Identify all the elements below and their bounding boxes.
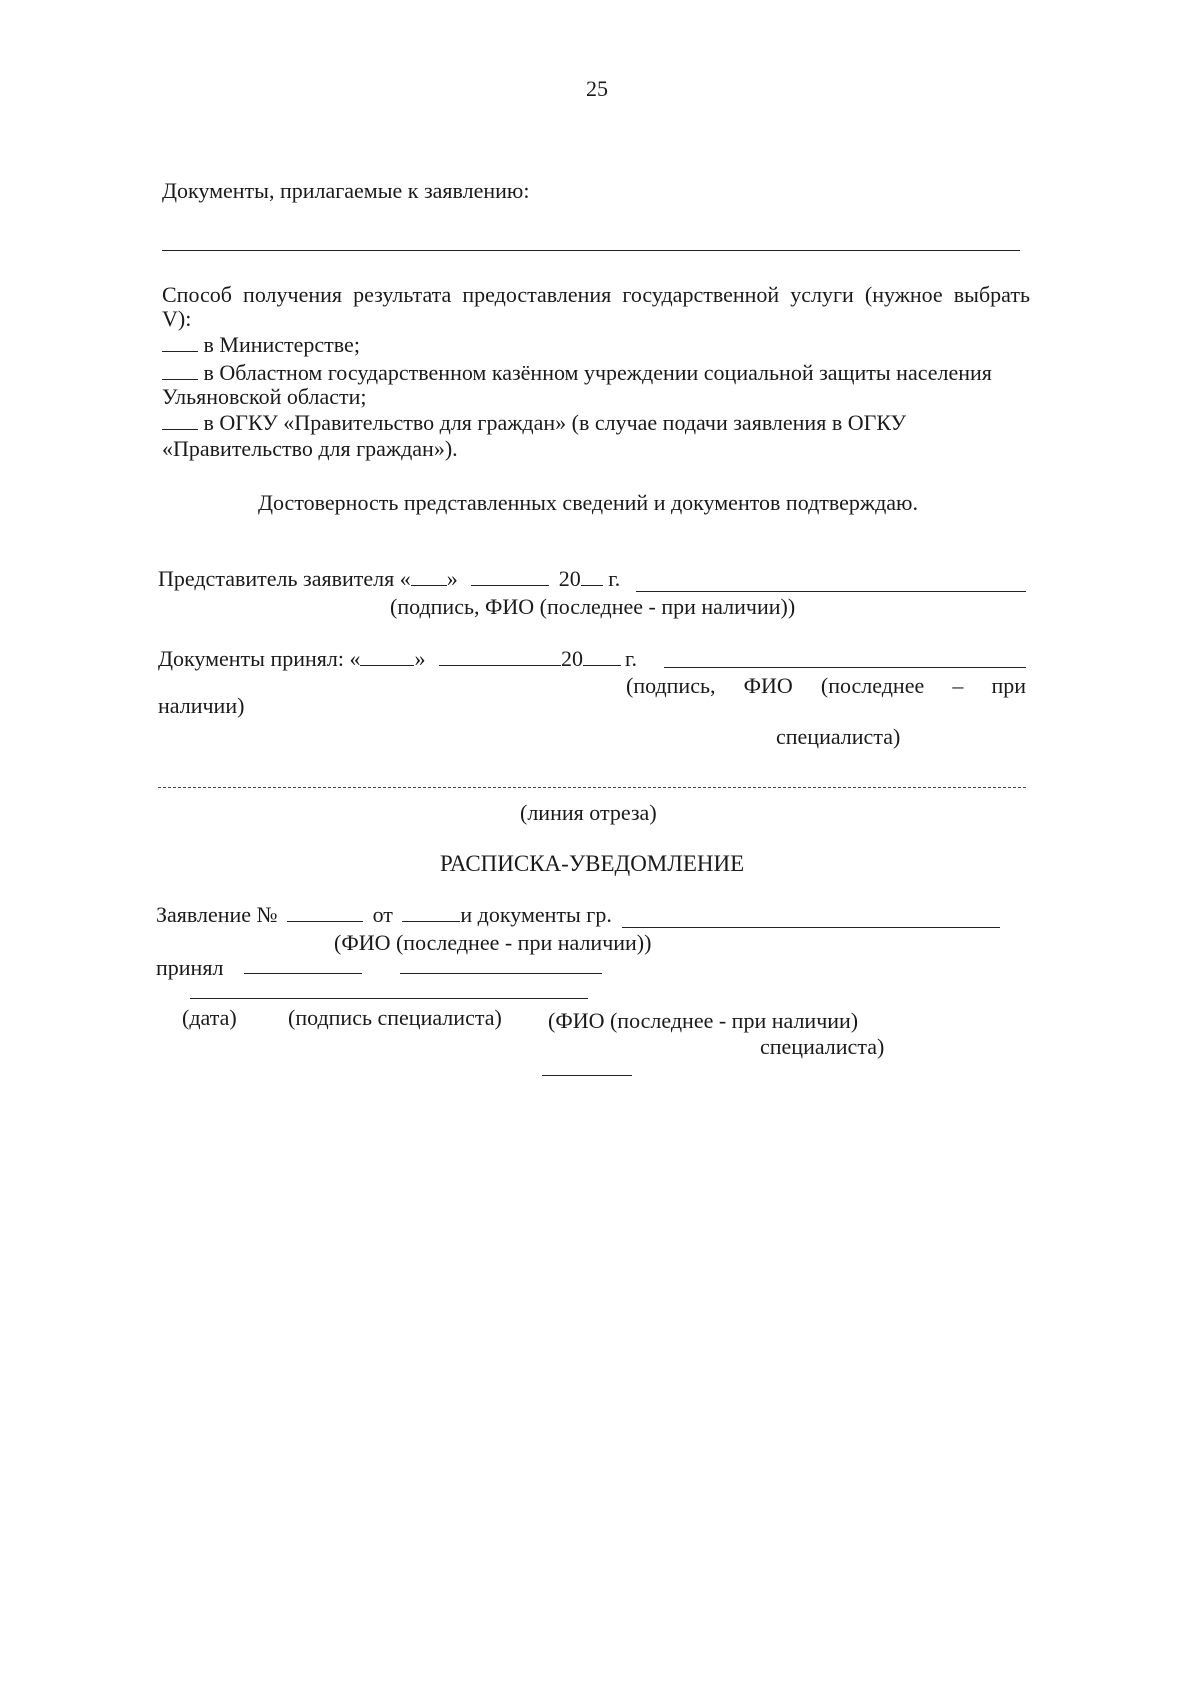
option-pdg-label-line1: в ОГКУ «Правительство для граждан» (в случае подачи заявления в ОГКУ bbox=[203, 410, 907, 435]
option-ogku-label-line1: в Областном государственном казённом учреждении социальной защиты населения bbox=[203, 360, 992, 385]
accepted-caption-line1: (подпись, ФИО (последнее – при bbox=[626, 673, 1026, 698]
confirmation-text: Достоверность представленных сведений и документов подтверждаю. bbox=[258, 490, 918, 515]
receipt-statement-label: Заявление № bbox=[156, 902, 278, 927]
representative-year-suffix: г. bbox=[608, 566, 621, 591]
attached-docs-label: Документы, прилагаемые к заявлению: bbox=[162, 178, 530, 203]
accepted-quote-close: » bbox=[414, 646, 426, 671]
accepted-caption-line2: наличии) bbox=[158, 693, 245, 718]
option-ogku-label-line2: Ульяновской области; bbox=[162, 384, 367, 409]
accepted-month-field[interactable] bbox=[439, 647, 561, 666]
accepted-year-suffix: г. bbox=[624, 646, 638, 671]
receipt-caption-date: (дата) bbox=[182, 1005, 237, 1030]
page-number: 25 bbox=[586, 76, 608, 101]
receipt-accepted-label: принял bbox=[156, 955, 224, 980]
receipt-statement-row bbox=[156, 902, 612, 928]
option-ministry-checkbox[interactable] bbox=[162, 333, 198, 352]
receipt-date-signature-field[interactable] bbox=[244, 973, 362, 974]
receipt-caption-fio-line1: (ФИО (последнее - при наличии) bbox=[548, 1008, 859, 1033]
method-heading-line1: Способ получения результата предоставления государственной услуги (нужное выбрать bbox=[162, 282, 1030, 307]
representative-year-prefix: 20 bbox=[558, 566, 581, 591]
representative-month-field[interactable] bbox=[471, 567, 549, 586]
accepted-caption-line3: специалиста) bbox=[776, 724, 901, 749]
representative-day-field[interactable] bbox=[411, 567, 447, 586]
option-ministry-label: в Министерстве; bbox=[203, 332, 360, 357]
receipt-date-field[interactable] bbox=[402, 903, 460, 922]
cut-line bbox=[158, 787, 1026, 788]
option-pdg-checkbox[interactable] bbox=[162, 411, 198, 430]
attached-docs-field[interactable] bbox=[162, 250, 1020, 251]
option-pdg-label-line2: «Правительство для граждан»). bbox=[162, 436, 458, 461]
receipt-caption-fio-line2: специалиста) bbox=[760, 1034, 885, 1059]
receipt-statement-number-field[interactable] bbox=[287, 903, 363, 922]
option-ogku-checkbox[interactable] bbox=[162, 361, 198, 380]
method-heading-line2: V): bbox=[162, 306, 192, 331]
accepted-day-field[interactable] bbox=[360, 647, 414, 666]
accepted-label: Документы принял: « bbox=[158, 646, 361, 671]
receipt-title: РАСПИСКА-УВЕДОМЛЕНИЕ bbox=[440, 851, 745, 876]
representative-caption: (подпись, ФИО (последнее - при наличии)) bbox=[390, 594, 796, 619]
representative-year-field[interactable] bbox=[581, 567, 603, 586]
representative-signature-field[interactable] bbox=[636, 591, 1026, 592]
cut-line-label: (линия отреза) bbox=[520, 800, 657, 825]
receipt-from-label: от bbox=[372, 902, 393, 927]
representative-quote-close: » bbox=[446, 566, 458, 591]
receipt-caption-signature: (подпись специалиста) bbox=[288, 1005, 502, 1030]
accepted-year-field[interactable] bbox=[583, 647, 621, 666]
receipt-specialist-signature-field[interactable] bbox=[400, 973, 602, 974]
option-ogku bbox=[162, 360, 992, 386]
accepted-year-prefix: 20 bbox=[560, 646, 583, 671]
option-pdg bbox=[162, 410, 906, 436]
receipt-docs-label: и документы гр. bbox=[460, 902, 612, 927]
receipt-specialist-fio-field[interactable] bbox=[190, 998, 588, 999]
representative-label: Представитель заявителя « bbox=[158, 566, 411, 591]
accepted-row bbox=[158, 646, 637, 672]
option-ministry bbox=[162, 332, 360, 358]
receipt-citizen-fio-field[interactable] bbox=[622, 927, 1000, 928]
end-separator bbox=[542, 1075, 632, 1076]
accepted-signature-field[interactable] bbox=[664, 667, 1026, 668]
representative-row bbox=[158, 566, 620, 592]
receipt-fio-caption: (ФИО (последнее - при наличии)) bbox=[334, 930, 652, 955]
